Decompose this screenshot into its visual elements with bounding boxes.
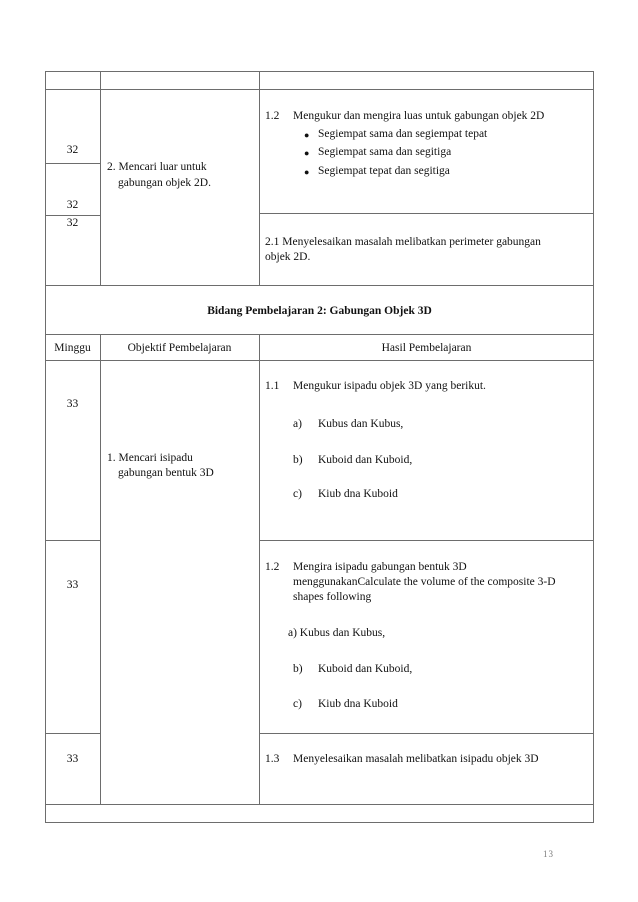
objective-text: gabungan bentuk 3D xyxy=(118,467,214,479)
column-header-outcome: Hasil Pembelajaran xyxy=(381,342,472,354)
table-border-right xyxy=(593,71,594,823)
bullet-icon: ● xyxy=(304,148,310,158)
item-label: a) xyxy=(293,418,302,430)
column-divider xyxy=(100,71,101,286)
row-divider xyxy=(45,360,594,361)
row-divider xyxy=(45,804,594,805)
week-cell: 32 xyxy=(66,199,79,211)
outcome-text: Menyelesaikan masalah melibatkan isipadu objek 3D xyxy=(293,753,539,765)
outcome-text: shapes following xyxy=(293,591,372,603)
outcome-number: 1.1 xyxy=(265,380,280,392)
bullet-icon: ● xyxy=(304,167,310,177)
outcome-text: Mengukur dan mengira luas untuk gabungan objek 2D xyxy=(293,110,545,122)
row-divider xyxy=(259,540,594,541)
table-border-left xyxy=(45,71,46,823)
column-header-objective: Objektif Pembelajaran xyxy=(127,342,232,354)
column-header-week: Minggu xyxy=(54,342,91,354)
item-text: Kuboid dan Kuboid, xyxy=(318,663,413,675)
row-divider xyxy=(45,540,100,541)
objective-text: gabungan objek 2D. xyxy=(118,177,211,189)
row-divider xyxy=(259,733,594,734)
row-divider xyxy=(45,285,594,286)
item-text: a) Kubus dan Kubus, xyxy=(288,627,386,639)
item-label: c) xyxy=(293,488,302,500)
week-cell: 33 xyxy=(66,753,79,765)
outcome-number: 1.3 xyxy=(265,753,280,765)
week-cell: 33 xyxy=(66,579,79,591)
objective-text: 1. Mencari isipadu xyxy=(107,452,193,464)
outcome-number: 1.2 xyxy=(265,561,280,573)
objective-text: 2. Mencari luar untuk xyxy=(107,161,207,173)
column-divider xyxy=(100,334,101,805)
bullet-text: Segiempat sama dan segitiga xyxy=(318,146,452,158)
item-label: b) xyxy=(293,663,303,675)
outcome-number: 1.2 xyxy=(265,110,280,122)
bullet-icon: ● xyxy=(304,130,310,140)
bullet-text: Segiempat sama dan segiempat tepat xyxy=(318,128,488,140)
week-cell: 33 xyxy=(66,398,79,410)
item-text: Kiub dna Kuboid xyxy=(318,488,398,500)
row-divider xyxy=(45,733,100,734)
item-text: Kiub dna Kuboid xyxy=(318,698,398,710)
item-text: Kuboid dan Kuboid, xyxy=(318,454,413,466)
table-border-top xyxy=(45,71,594,72)
outcome-text: Mengira isipadu gabungan bentuk 3D xyxy=(293,561,467,573)
item-text: Kubus dan Kubus, xyxy=(318,418,404,430)
outcome-text: Mengukur isipadu objek 3D yang berikut. xyxy=(293,380,486,392)
week-cell: 32 xyxy=(66,217,79,229)
outcome-text: 2.1 Menyelesaikan masalah melibatkan perimeter gabungan xyxy=(265,236,541,248)
row-divider xyxy=(45,334,594,335)
page-number: 13 xyxy=(543,849,554,859)
bullet-text: Segiempat tepat dan segitiga xyxy=(318,165,450,177)
row-divider xyxy=(45,163,100,164)
item-label: c) xyxy=(293,698,302,710)
table-border-bottom xyxy=(45,822,594,823)
row-divider xyxy=(259,213,594,214)
outcome-text: menggunakanCalculate the volume of the composite 3-D xyxy=(293,576,556,588)
outcome-text: objek 2D. xyxy=(265,251,311,263)
column-divider xyxy=(259,71,260,286)
week-cell: 32 xyxy=(66,144,79,156)
item-label: b) xyxy=(293,454,303,466)
column-divider xyxy=(259,334,260,805)
row-divider xyxy=(45,89,594,90)
section-title: Bidang Pembelajaran 2: Gabungan Objek 3D xyxy=(207,305,432,317)
